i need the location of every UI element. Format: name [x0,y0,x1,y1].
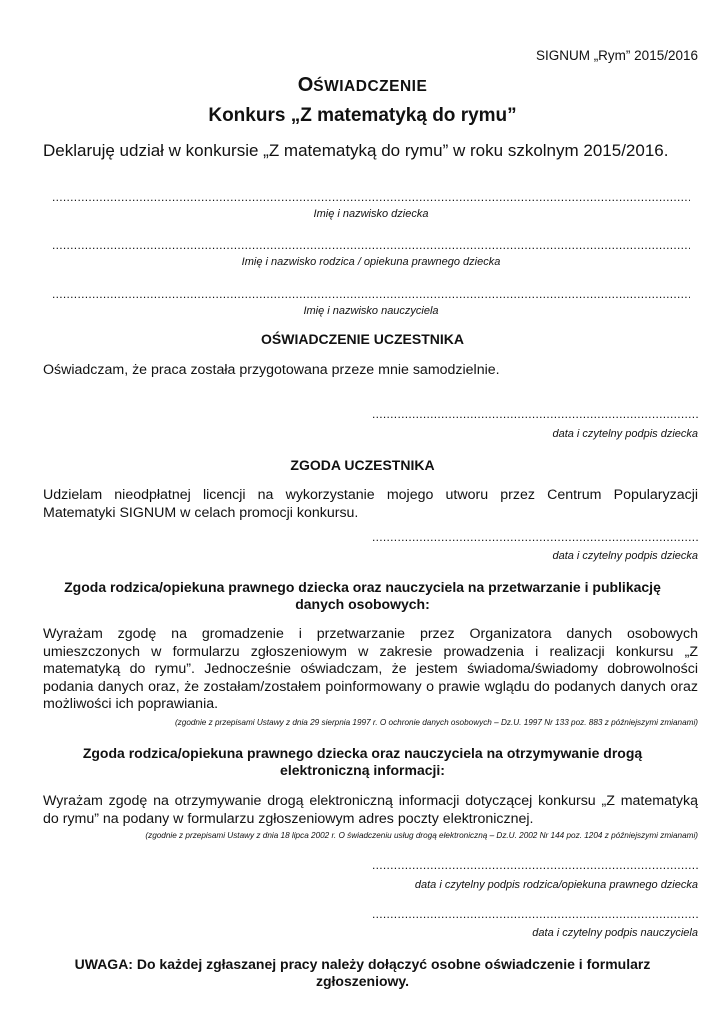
data-consent-legal: (zgodnie z przepisami Ustawy z dnia 29 sierpnia 1997 r. O ochronie danych osobowych – Dz.U. 1997 Nr 133 poz. 883 z późniejszymi zmianami) [174,718,698,727]
child-name-label: Imię i nazwisko dziecka [313,208,429,220]
participant-consent-signature-line[interactable] [372,531,699,543]
participant-statement-signature-line[interactable] [372,408,699,420]
data-consent-text: Wyrażam zgodę na gromadzenie i przetwarzanie przez Organizatora danych osobowych umieszczonych w formularzu zgłoszeniowym w zakresie prowadzenia i realizacji konkursu „Z matematyką do rymu”. Jednocześnie oświadczam, że jestem świadoma/świadomy dobrowolności podania danych oraz, że zostałam/zostałem poinformowany o prawie wglądu do podanych danych oraz możliwości ich poprawiania. [43,626,698,712]
signum-header: SIGNUM „Rym” 2015/2016 [535,48,698,63]
teacher-name-line[interactable] [52,288,690,300]
document-title [0,74,725,97]
email-consent-legal: (zgodnie z przepisami Ustawy z dnia 18 lipca 2002 r. O świadczeniu usług drogą elektroniczną – Dz.U. 2002 Nr 144 poz. 1204 z późniejszymi zmianami) [145,831,698,840]
declaration-text: Deklaruję udział w konkursie „Z matematyką do rymu” w roku szkolnym 2015/2016. [43,141,669,160]
email-consent-text: Wyrażam zgodę na otrzymywanie drogą elektroniczną informacji dotyczącej konkursu „Z matematyką do rymu” na podany w formularzu zgłoszeniowym adres poczty elektronicznej. [43,793,698,827]
email-consent-title: Zgoda rodzica/opiekuna prawnego dziecka oraz nauczyciela na otrzymywanie drogą elektroniczną informacji: [82,745,643,778]
data-consent-title: Zgoda rodzica/opiekuna prawnego dziecka oraz nauczyciela na przetwarzanie i publikację danych osobowych: [64,579,661,612]
participant-statement-title: OŚWIADCZENIE UCZESTNIKA [261,331,464,347]
participant-consent-signature-label: data i czytelny podpis dziecka [552,550,698,562]
participant-consent-title: ZGODA UCZESTNIKA [290,457,435,473]
parent-name-label: Imię i nazwisko rodzica / opiekuna prawnego dziecka [241,256,501,268]
title-rest: ŚWIADCZENIE [313,78,428,95]
parent-signature-label: data i czytelny podpis rodzica/opiekuna prawnego dziecka [414,879,698,891]
teacher-signature-label: data i czytelny podpis nauczyciela [532,927,698,939]
note-text: UWAGA: Do każdej zgłaszanej pracy należy dołączyć osobne oświadczenie i formularz zgłoszeniowy. [74,956,651,989]
contest-title: Konkurs „Z matematyką do rymu” [208,105,517,126]
parent-name-line[interactable] [52,239,690,251]
participant-statement-signature-label: data i czytelny podpis dziecka [552,428,698,440]
title-first-letter: O [297,74,314,96]
child-name-line[interactable] [52,191,690,203]
teacher-signature-line[interactable] [372,908,699,920]
parent-signature-line[interactable] [372,859,699,871]
participant-statement-text: Oświadczam, że praca została przygotowana przeze mnie samodzielnie. [43,362,500,378]
participant-consent-text: Udzielam nieodpłatnej licencji na wykorzystanie mojego utworu przez Centrum Popularyzacji Matematyki SIGNUM w celach promocji konkursu. [43,487,698,521]
teacher-name-label: Imię i nazwisko nauczyciela [303,305,439,317]
